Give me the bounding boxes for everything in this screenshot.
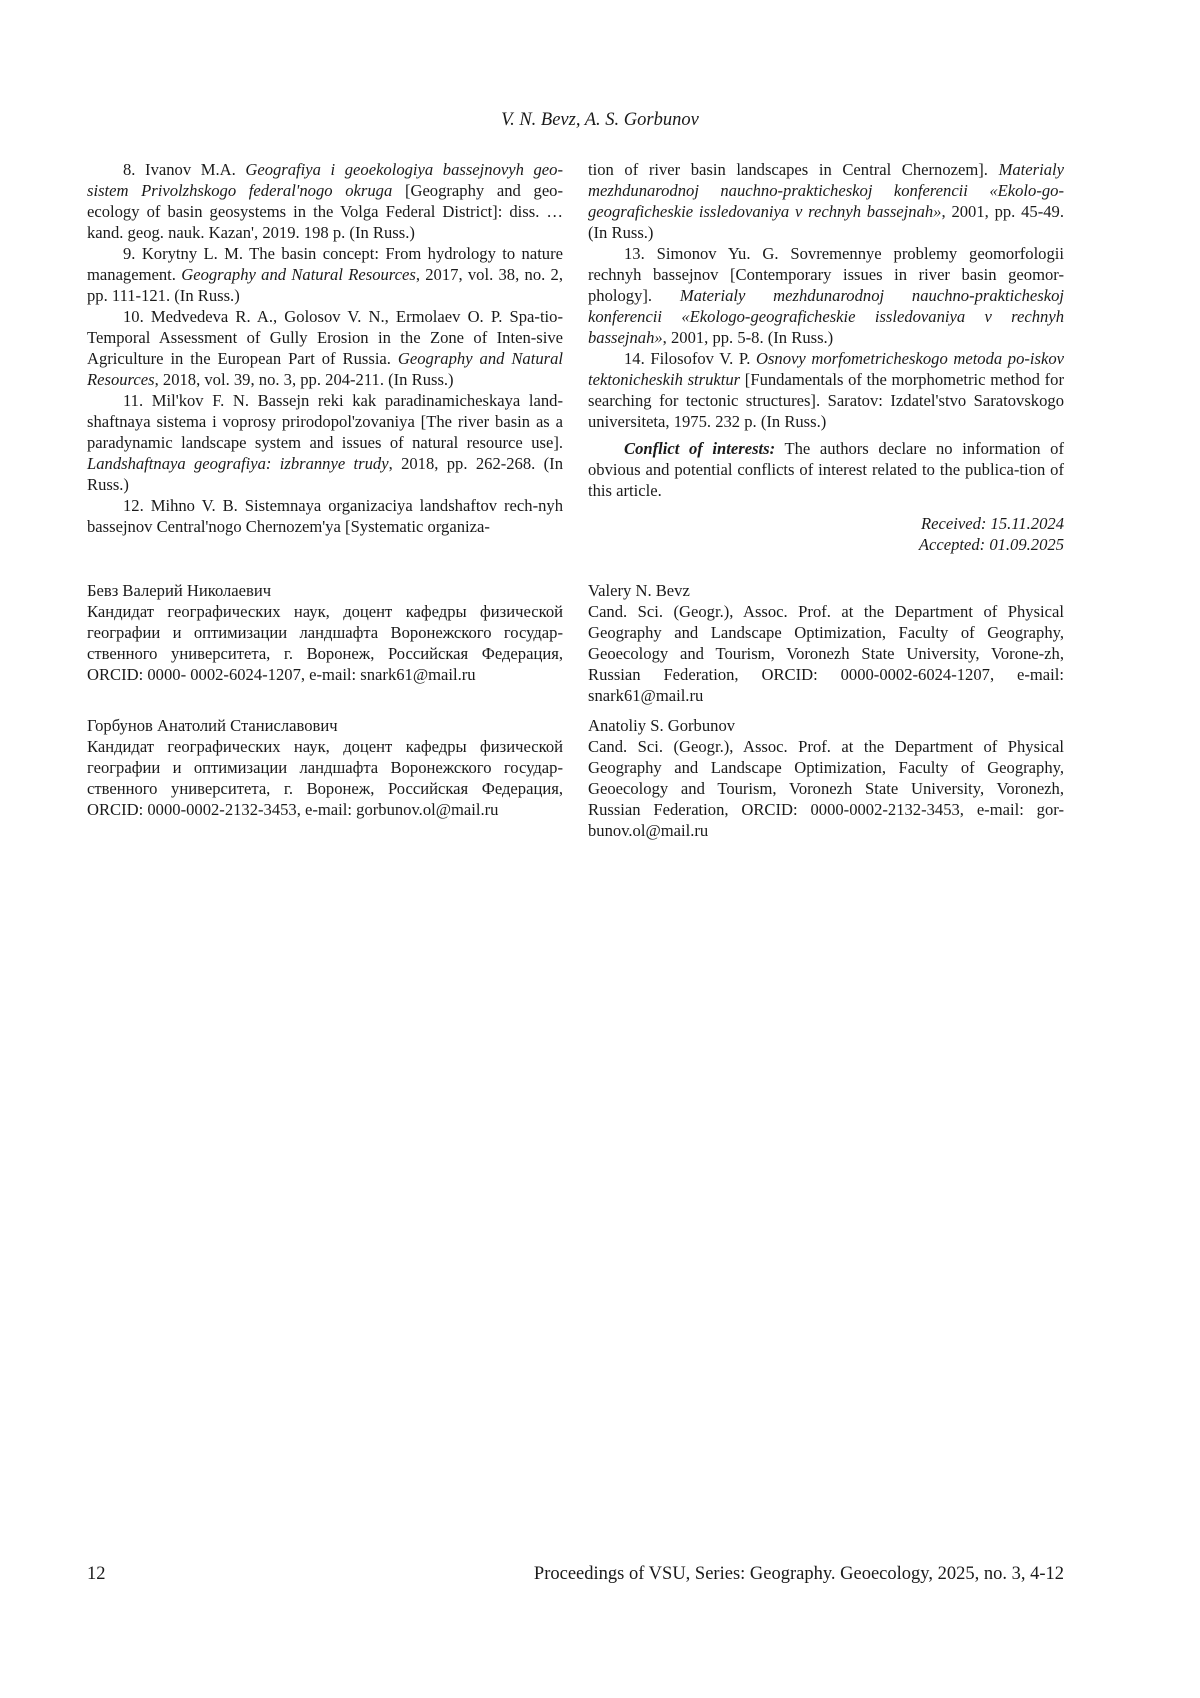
author-affiliation: Cand. Sci. (Geogr.), Assoc. Prof. at the Department of Physical Geography and Landscape Optimization, Faculty of Geography, Geoecology and Tourism, Voronezh State University, Voronezh, Russian Federation, ORCID: 0000-0002-2132-3453, e-mail: gor-bunov.ol@mail.ru	[588, 737, 1064, 840]
reference-text: , 2001, pp. 45-49. (In Russ.)	[588, 202, 1064, 242]
reference-title: Materialy mezhdunarodnoj nauchno-prakticheskoj konferencii «Ekolo-go-geograficheskie issledovaniya v rechnyh bassejnah»	[588, 160, 1064, 221]
reference-10	[87, 306, 563, 390]
reference-text: 13. Simonov Yu. G. Sovremennye problemy geomorfologii rechnyh bassejnov [Contemporary issues in river basin geomor-phology].	[588, 244, 1064, 305]
reference-text: 11. Mil'kov F. N. Bassejn reki kak paradinamicheskaya land-shaftnaya sistema i voprosy prirodopol'zovaniya [The river basin as a paradynamic landscape system and issues of natural resource use].	[87, 391, 563, 452]
article-dates	[588, 513, 1064, 555]
reference-14	[588, 348, 1064, 432]
conflict-text: The authors declare no information of obvious and potential conflicts of interest related to the publica-tion of this article.	[588, 439, 1065, 500]
author-name: Горбунов Анатолий Станиславович	[87, 716, 338, 735]
author-en-gorbunov	[588, 715, 1064, 841]
reference-text: , 2017, vol. 38, no. 2, pp. 111-121. (In Russ.)	[87, 265, 563, 305]
reference-8	[87, 159, 563, 243]
author-name: Valery N. Bevz	[588, 581, 690, 600]
reference-title: Materialy mezhdunarodnoj nauchno-prakticheskoj konferencii «Ekologo-geograficheskie issledovaniya v rechnyh bassejnah»	[588, 286, 1064, 347]
reference-12	[87, 495, 563, 537]
author-affiliation: Кандидат географических наук, доцент кафедры физической географии и оптимизации ландшафта Воронежского государ-ственного университета, г. Воронеж, Российская Федерация, ORCID: 0000-0002-2132-3453, e-mail: gorbunov.ol@mail.ru	[87, 737, 563, 819]
author-en-bevz	[588, 580, 1064, 706]
reference-title: Geography and Natural Resources	[181, 265, 416, 284]
received-date: Received: 15.11.2024	[921, 514, 1064, 533]
running-head: V. N. Bevz, A. S. Gorbunov	[501, 110, 699, 130]
reference-11	[87, 390, 563, 495]
reference-title: Osnovy morfometricheskogo metoda po-iskov tektonicheskih struktur	[588, 349, 1065, 389]
reference-text: , 2018, vol. 39, no. 3, pp. 204-211. (In Russ.)	[154, 370, 454, 389]
author-name: Anatoliy S. Gorbunov	[588, 716, 736, 735]
references-right-column	[588, 159, 1064, 555]
reference-text: 8. Ivanov M.A.	[123, 160, 246, 179]
reference-text: , 2018, pp. 262-268. (In Russ.)	[87, 454, 563, 494]
reference-text: [Fundamentals of the morphometric method for searching for tectonic structures]. Saratov: Izdatel'stvo Saratovskogo universiteta, 1975. 232 p. (In Russ.)	[588, 370, 1064, 431]
journal-citation: Proceedings of VSU, Series: Geography. Geoecology, 2025, no. 3, 4-12	[533, 1564, 1064, 1584]
reference-text: tion of river basin landscapes in Central Chernozem].	[588, 160, 999, 179]
reference-text: [Geography and geo-ecology of basin geosystems in the Volga Federal District]: diss. … kand. geog. nauk. Kazan', 2019. 198 p. (In Russ.)	[87, 181, 564, 242]
conflict-label: Conflict of interests:	[624, 439, 776, 458]
reference-title: Geography and Natural Resources	[87, 349, 564, 389]
reference-text: 10. Medvedeva R. A., Golosov V. N., Ermolaev O. P. Spa-tio-Temporal Assessment of Gully Erosion in the Zone of Inten-sive Agriculture in the European Part of Russia.	[87, 307, 563, 368]
reference-text: , 2001, pp. 5-8. (In Russ.)	[662, 328, 834, 347]
reference-13	[588, 243, 1064, 348]
author-ru-bevz	[87, 580, 563, 685]
reference-text: 12. Mihno V. B. Sistemnaya organizaciya landshaftov rech-nyh bassejnov Central'nogo Chernozem'ya [Systematic organiza-	[87, 496, 563, 536]
reference-12-continued	[588, 159, 1064, 243]
page-number: 12	[87, 1564, 106, 1584]
conflict-of-interests	[588, 438, 1064, 501]
reference-text: 14. Filosofov V. P.	[624, 349, 756, 368]
author-name: Бевз Валерий Николаевич	[87, 581, 272, 600]
accepted-date: Accepted: 01.09.2025	[918, 535, 1064, 554]
reference-text: 9. Korytny L. M. The basin concept: From hydrology to nature management.	[87, 244, 563, 284]
references-left-column	[87, 159, 563, 537]
reference-9	[87, 243, 563, 306]
author-affiliation: Кандидат географических наук, доцент кафедры физической географии и оптимизации ландшафта Воронежского государ-ственного университета, г. Воронеж, Российская Федерация, ORCID: 0000- 0002-6024-1207, e-mail: snark61@mail.ru	[87, 602, 563, 684]
author-ru-gorbunov	[87, 715, 563, 820]
reference-title: Landshaftnaya geografiya: izbrannye trudy	[87, 454, 389, 473]
author-affiliation: Cand. Sci. (Geogr.), Assoc. Prof. at the Department of Physical Geography and Landscape Optimization, Faculty of Geography, Geoecology and Tourism, Voronezh State University, Vorone-zh, Russian Federation, ORCID: 0000-0002-6024-1207, e-mail: snark61@mail.ru	[588, 602, 1064, 705]
reference-title: Geografiya i geoekologiya bassejnovyh geo-sistem Privolzhskogo federal'nogo okruga	[87, 160, 563, 200]
